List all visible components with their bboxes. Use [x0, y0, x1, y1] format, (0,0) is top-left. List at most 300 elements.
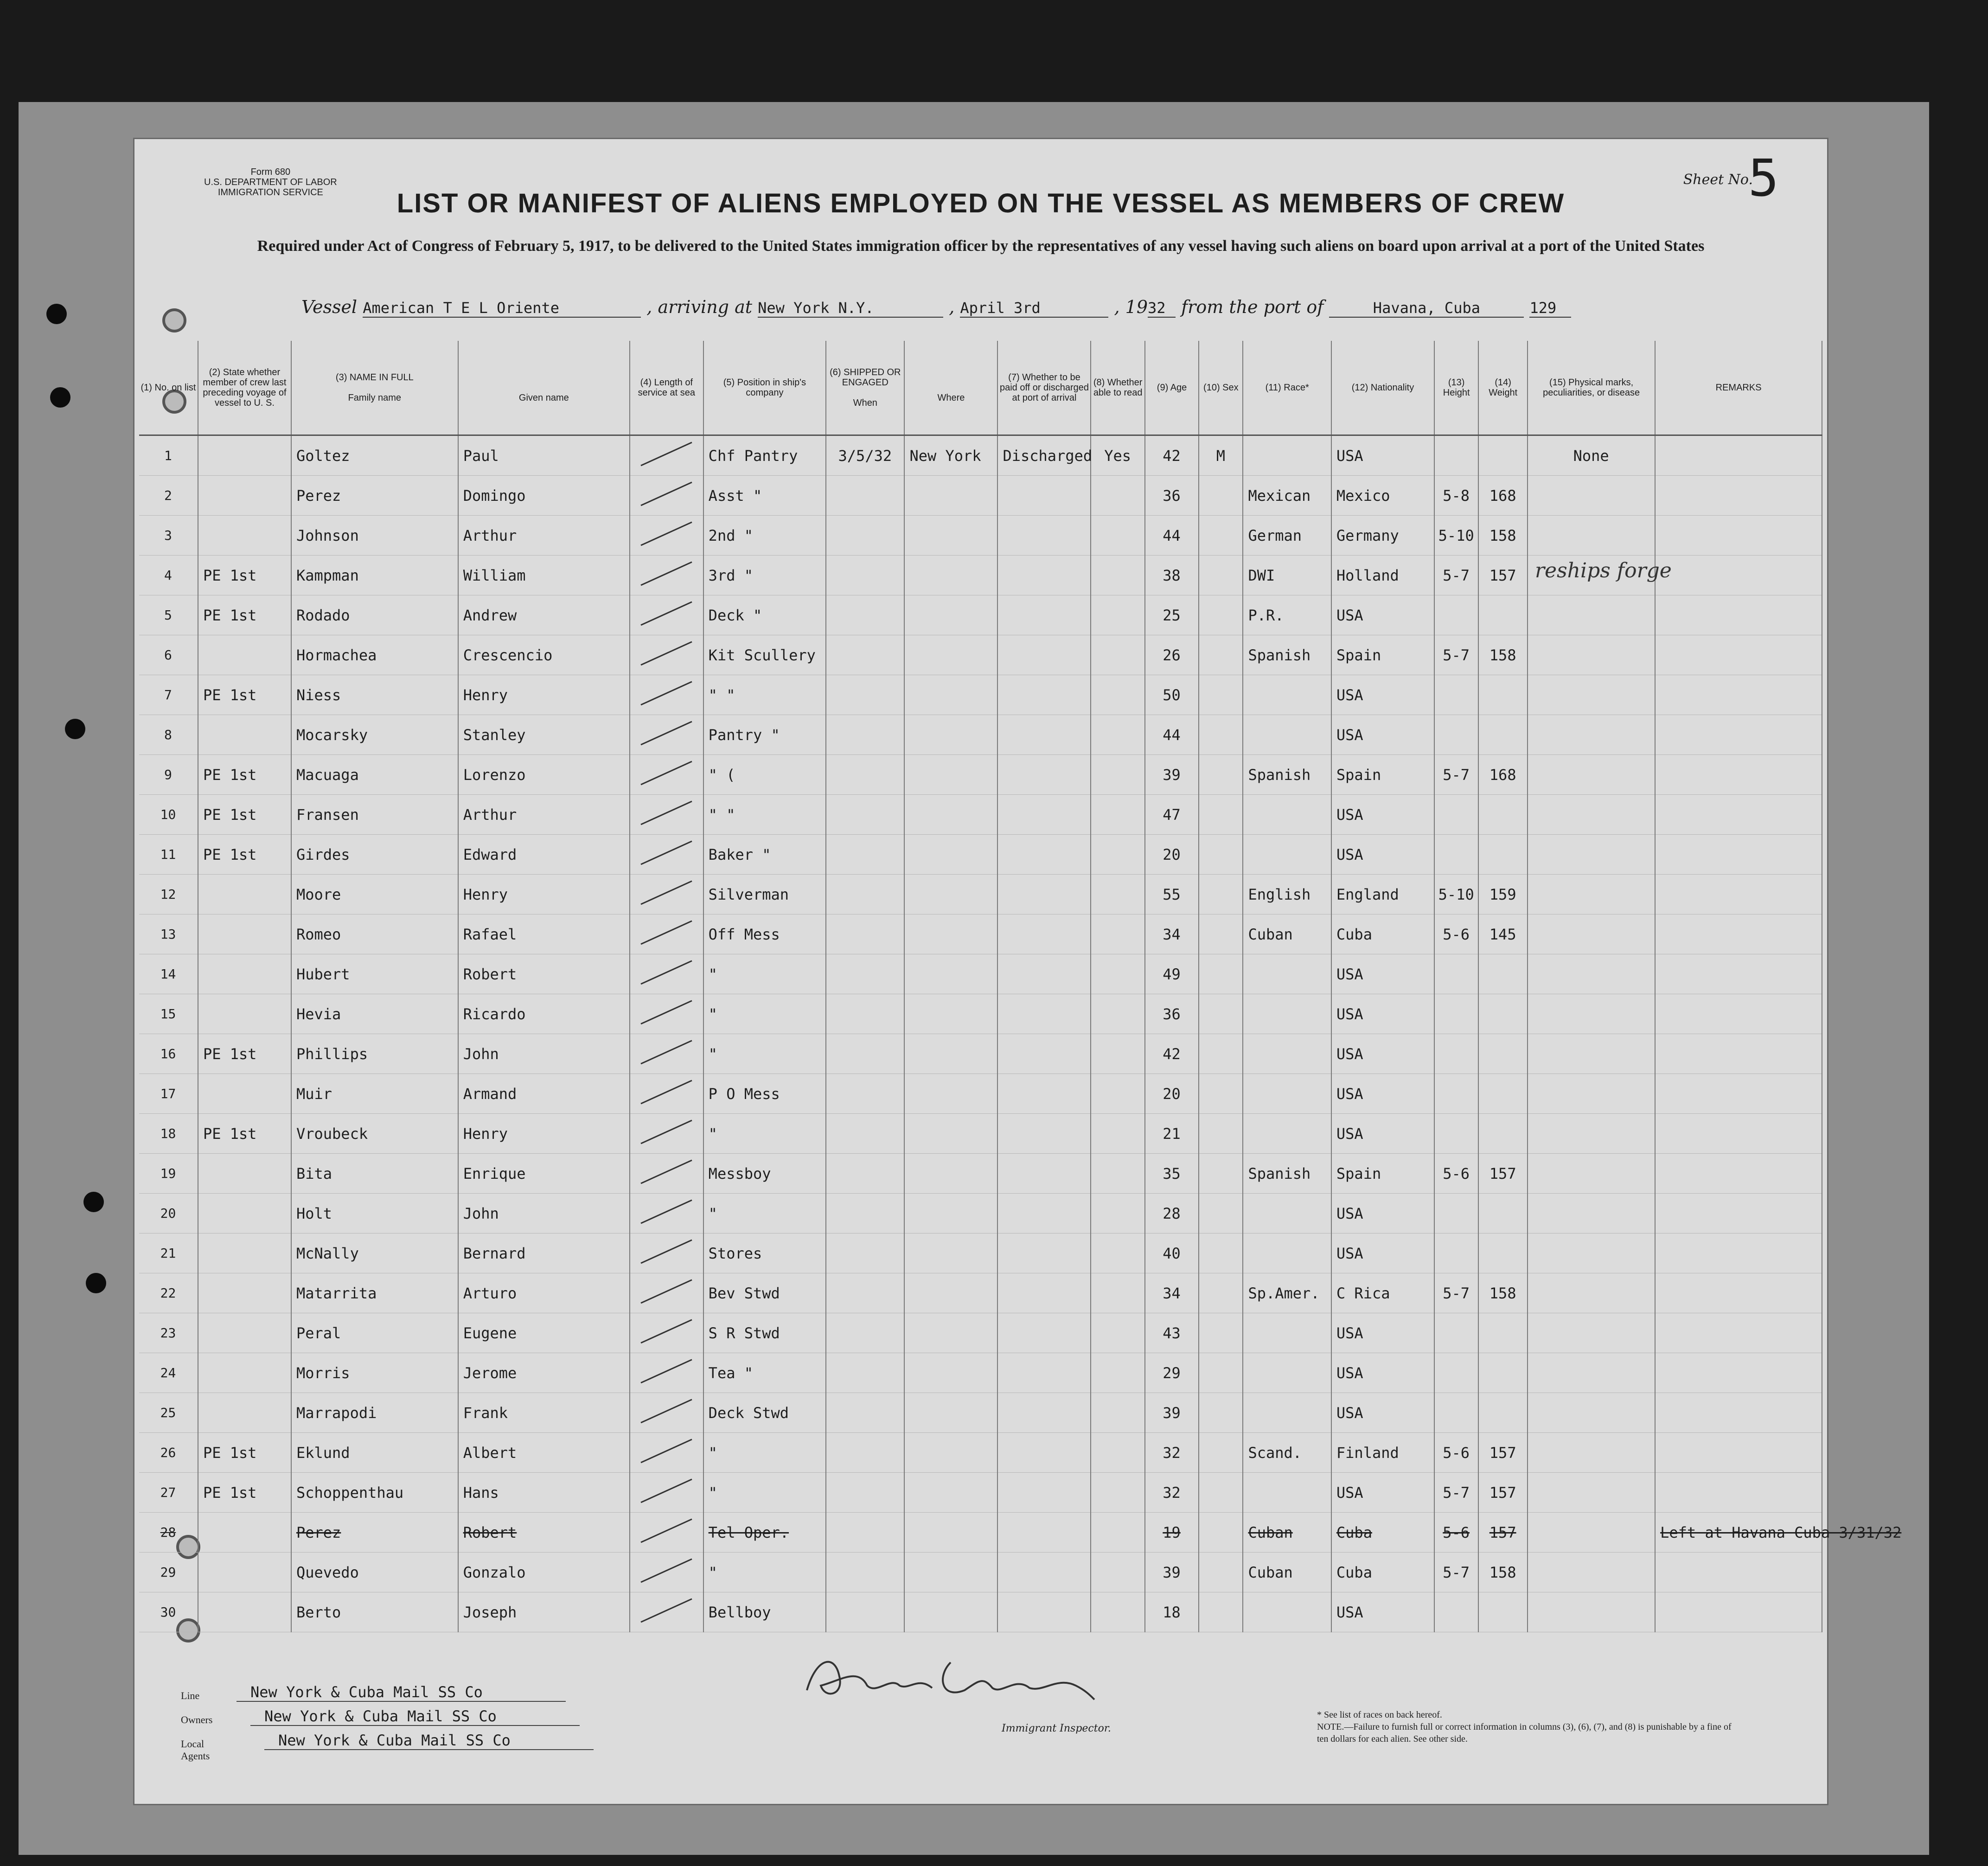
race-cell: Spanish — [1243, 755, 1331, 795]
age-cell: 32 — [1145, 1433, 1199, 1473]
sex-cell — [1199, 835, 1243, 875]
position-cell: Tel Oper. — [703, 1513, 826, 1553]
arrival-date: April 3rd — [960, 299, 1108, 318]
sex-cell: M — [1199, 435, 1243, 476]
remarks-cell — [1655, 875, 1822, 914]
service-mark — [630, 1233, 703, 1273]
sex-cell — [1199, 476, 1243, 516]
given-name: Enrique — [458, 1154, 630, 1194]
service-mark — [630, 1114, 703, 1154]
departure-port: Havana, Cuba — [1329, 299, 1524, 318]
when-cell — [826, 715, 904, 755]
remarks-cell — [1655, 994, 1822, 1034]
race-cell: English — [1243, 875, 1331, 914]
col-no: (1) No. on list — [139, 341, 198, 435]
marks-cell — [1528, 1233, 1655, 1273]
nationality-cell: USA — [1331, 1393, 1434, 1433]
marks-cell — [1528, 1592, 1655, 1632]
given-name: Robert — [458, 954, 630, 994]
given-name: Albert — [458, 1433, 630, 1473]
position-cell: " — [703, 1034, 826, 1074]
table-row — [139, 1034, 1822, 1074]
given-name: Jerome — [458, 1353, 630, 1393]
read-cell — [1091, 994, 1144, 1034]
service-mark — [630, 1592, 703, 1632]
row-number: 14 — [139, 954, 198, 994]
sex-cell — [1199, 1034, 1243, 1074]
position-cell: " — [703, 1433, 826, 1473]
given-name: Crescencio — [458, 635, 630, 675]
read-cell — [1091, 1154, 1144, 1194]
arrival-year: 32 — [1148, 299, 1176, 318]
row-number: 15 — [139, 994, 198, 1034]
row-number: 1 — [139, 435, 198, 476]
paid-off-cell — [997, 875, 1091, 914]
service-mark — [630, 595, 703, 635]
remarks-cell — [1655, 476, 1822, 516]
family-name: McNally — [291, 1233, 458, 1273]
agents-label: Local Agents — [181, 1738, 210, 1762]
when-cell — [826, 1353, 904, 1393]
nationality-cell: USA — [1331, 1233, 1434, 1273]
position-cell: " — [703, 1473, 826, 1513]
where-cell — [904, 1353, 997, 1393]
table-row — [139, 1194, 1822, 1233]
position-cell: P O Mess — [703, 1074, 826, 1114]
marks-cell — [1528, 1513, 1655, 1553]
table-row — [139, 595, 1822, 635]
remarks-cell — [1655, 755, 1822, 795]
where-cell — [904, 1233, 997, 1273]
remarks-cell — [1655, 1154, 1822, 1194]
family-name: Moore — [291, 875, 458, 914]
col-state: (2) State whether member of crew last preceding voyage of vessel to U. S. — [198, 341, 291, 435]
service-mark — [630, 635, 703, 675]
height-cell: 5-10 — [1434, 875, 1478, 914]
family-name: Johnson — [291, 516, 458, 556]
height-cell: 5-7 — [1434, 556, 1478, 595]
weight-cell: 158 — [1478, 516, 1528, 556]
weight-cell — [1478, 1313, 1528, 1353]
paid-off-cell — [997, 914, 1091, 954]
height-cell — [1434, 994, 1478, 1034]
state-cell — [198, 914, 291, 954]
race-cell: P.R. — [1243, 595, 1331, 635]
read-cell — [1091, 835, 1144, 875]
when-cell — [826, 1433, 904, 1473]
given-name: John — [458, 1194, 630, 1233]
remarks-cell — [1655, 1034, 1822, 1074]
weight-cell — [1478, 675, 1528, 715]
nationality-cell: Cuba — [1331, 1553, 1434, 1592]
service-mark — [630, 476, 703, 516]
row-number: 29 — [139, 1553, 198, 1592]
row-number: 28 — [139, 1513, 198, 1553]
family-name: Eklund — [291, 1433, 458, 1473]
sex-cell — [1199, 595, 1243, 635]
age-cell: 19 — [1145, 1513, 1199, 1553]
col-service: (4) Length of service at sea — [630, 341, 703, 435]
read-cell — [1091, 635, 1144, 675]
table-row — [139, 1353, 1822, 1393]
paid-off-cell — [997, 755, 1091, 795]
race-cell: DWI — [1243, 556, 1331, 595]
service-mark — [630, 954, 703, 994]
weight-cell — [1478, 1592, 1528, 1632]
row-number: 2 — [139, 476, 198, 516]
nationality-cell: Holland — [1331, 556, 1434, 595]
read-cell — [1091, 755, 1144, 795]
sex-cell — [1199, 1313, 1243, 1353]
given-name: Hans — [458, 1473, 630, 1513]
service-mark — [630, 1034, 703, 1074]
position-cell: " ( — [703, 755, 826, 795]
family-name: Holt — [291, 1194, 458, 1233]
sheet-number-value: 5 — [1748, 148, 1779, 208]
inspector-label: Immigrant Inspector. — [1002, 1723, 1111, 1734]
state-cell — [198, 476, 291, 516]
service-mark — [630, 795, 703, 835]
given-name: Bernard — [458, 1233, 630, 1273]
row-number: 16 — [139, 1034, 198, 1074]
where-cell — [904, 795, 997, 835]
where-cell — [904, 755, 997, 795]
weight-cell: 168 — [1478, 755, 1528, 795]
race-cell — [1243, 1393, 1331, 1433]
nationality-cell: USA — [1331, 835, 1434, 875]
read-cell — [1091, 1553, 1144, 1592]
state-cell — [198, 1353, 291, 1393]
remarks-cell — [1655, 1553, 1822, 1592]
vessel-label: Vessel — [301, 297, 358, 317]
table-row — [139, 635, 1822, 675]
table-row — [139, 1433, 1822, 1473]
sex-cell — [1199, 1353, 1243, 1393]
marks-cell — [1528, 994, 1655, 1034]
state-cell — [198, 715, 291, 755]
height-cell: 5-7 — [1434, 1473, 1478, 1513]
row-number: 21 — [139, 1233, 198, 1273]
table-row — [139, 675, 1822, 715]
given-name: Arthur — [458, 516, 630, 556]
state-cell — [198, 1233, 291, 1273]
weight-cell: 157 — [1478, 556, 1528, 595]
race-cell — [1243, 1313, 1331, 1353]
when-cell — [826, 635, 904, 675]
marks-cell — [1528, 875, 1655, 914]
paid-off-cell — [997, 1473, 1091, 1513]
col-age: (9) Age — [1145, 341, 1199, 435]
position-cell: Deck Stwd — [703, 1393, 826, 1433]
sheet-number — [1683, 148, 1779, 208]
age-cell: 36 — [1145, 476, 1199, 516]
binder-hole — [83, 1192, 104, 1212]
remarks-cell — [1655, 1433, 1822, 1473]
age-cell: 42 — [1145, 1034, 1199, 1074]
age-cell: 21 — [1145, 1114, 1199, 1154]
weight-cell — [1478, 435, 1528, 476]
table-row — [139, 795, 1822, 835]
paid-off-cell — [997, 1194, 1091, 1233]
service-mark — [630, 1473, 703, 1513]
nationality-cell: Finland — [1331, 1433, 1434, 1473]
race-cell — [1243, 795, 1331, 835]
race-cell — [1243, 1074, 1331, 1114]
sex-cell — [1199, 1393, 1243, 1433]
age-cell: 34 — [1145, 914, 1199, 954]
col-family-label: Family name — [348, 393, 402, 403]
table-row — [139, 435, 1822, 476]
service-mark — [630, 1154, 703, 1194]
service-mark — [630, 1074, 703, 1114]
height-cell: 5-7 — [1434, 755, 1478, 795]
paid-off-cell — [997, 476, 1091, 516]
owners-value: New York & Cuba Mail SS Co — [250, 1707, 580, 1726]
given-name: Stanley — [458, 715, 630, 755]
height-cell — [1434, 1313, 1478, 1353]
table-row — [139, 1313, 1822, 1353]
sex-cell — [1199, 875, 1243, 914]
where-cell — [904, 1194, 997, 1233]
age-cell: 20 — [1145, 835, 1199, 875]
weight-cell: 158 — [1478, 1553, 1528, 1592]
state-cell: PE 1st — [198, 595, 291, 635]
race-cell — [1243, 1473, 1331, 1513]
height-cell — [1434, 1393, 1478, 1433]
marks-cell — [1528, 476, 1655, 516]
family-name: Muir — [291, 1074, 458, 1114]
sheet-label: Sheet No. — [1683, 172, 1753, 188]
weight-cell: 159 — [1478, 875, 1528, 914]
line-label: Line — [181, 1690, 200, 1701]
service-mark — [630, 1513, 703, 1553]
age-cell: 44 — [1145, 715, 1199, 755]
handwritten-note: reships forge — [1535, 559, 1672, 582]
page-subtitle: Required under Act of Congress of February 5, 1917, to be delivered to the United States immigration officer by the representatives of any vessel having such aliens on board upon arrival at a port of the United States — [257, 237, 1705, 255]
height-cell — [1434, 1074, 1478, 1114]
binder-hole — [50, 387, 70, 408]
family-name: Morris — [291, 1353, 458, 1393]
read-cell — [1091, 1433, 1144, 1473]
weight-cell: 158 — [1478, 1273, 1528, 1313]
crew-rows — [139, 435, 1902, 1632]
when-cell — [826, 1393, 904, 1433]
state-cell — [198, 1313, 291, 1353]
state-cell — [198, 516, 291, 556]
family-name: Kampman — [291, 556, 458, 595]
when-cell — [826, 476, 904, 516]
race-cell — [1243, 954, 1331, 994]
service-mark — [630, 1433, 703, 1473]
height-cell: 5-7 — [1434, 635, 1478, 675]
state-cell: PE 1st — [198, 1034, 291, 1074]
family-name: Goltez — [291, 435, 458, 476]
table-row — [139, 1273, 1822, 1313]
marks-cell — [1528, 1473, 1655, 1513]
marks-cell — [1528, 795, 1655, 835]
sex-cell — [1199, 1233, 1243, 1273]
state-cell — [198, 875, 291, 914]
table-row — [139, 755, 1822, 795]
race-cell — [1243, 1114, 1331, 1154]
sex-cell — [1199, 954, 1243, 994]
family-name: Bita — [291, 1154, 458, 1194]
where-cell — [904, 835, 997, 875]
race-cell: Cuban — [1243, 1513, 1331, 1553]
family-name: Mocarsky — [291, 715, 458, 755]
when-cell — [826, 1313, 904, 1353]
table-row — [139, 954, 1822, 994]
marks-cell — [1528, 1273, 1655, 1313]
sex-cell — [1199, 1114, 1243, 1154]
state-cell: PE 1st — [198, 675, 291, 715]
state-cell: PE 1st — [198, 1114, 291, 1154]
punch-ring — [162, 308, 186, 332]
arriving-label: , arriving at — [646, 297, 753, 317]
remarks-cell — [1655, 715, 1822, 755]
nationality-cell: USA — [1331, 954, 1434, 994]
weight-cell — [1478, 1353, 1528, 1393]
col-remarks: REMARKS — [1655, 341, 1822, 435]
read-cell: Yes — [1091, 435, 1144, 476]
given-name: Robert — [458, 1513, 630, 1553]
height-cell — [1434, 1353, 1478, 1393]
service-mark — [630, 715, 703, 755]
nationality-cell: USA — [1331, 1473, 1434, 1513]
row-number: 27 — [139, 1473, 198, 1513]
age-cell: 39 — [1145, 1393, 1199, 1433]
service-mark — [630, 1553, 703, 1592]
service-mark — [630, 875, 703, 914]
when-cell — [826, 1114, 904, 1154]
height-cell — [1434, 715, 1478, 755]
paid-off-cell — [997, 1154, 1091, 1194]
read-cell — [1091, 516, 1144, 556]
col-height: (13) Height — [1434, 341, 1478, 435]
remarks-cell — [1655, 835, 1822, 875]
race-cell — [1243, 994, 1331, 1034]
where-cell — [904, 675, 997, 715]
row-number: 18 — [139, 1114, 198, 1154]
service-mark — [630, 755, 703, 795]
table-row — [139, 715, 1822, 755]
when-cell — [826, 595, 904, 635]
nationality-cell: USA — [1331, 435, 1434, 476]
remarks-cell — [1655, 635, 1822, 675]
family-name: Quevedo — [291, 1553, 458, 1592]
remarks-cell — [1655, 954, 1822, 994]
marks-cell — [1528, 1393, 1655, 1433]
nationality-cell: USA — [1331, 1313, 1434, 1353]
service-mark — [630, 914, 703, 954]
state-cell — [198, 1273, 291, 1313]
sex-cell — [1199, 516, 1243, 556]
state-cell: PE 1st — [198, 1433, 291, 1473]
sex-cell — [1199, 715, 1243, 755]
age-cell: 18 — [1145, 1592, 1199, 1632]
service-mark — [630, 516, 703, 556]
table-row — [139, 1074, 1822, 1114]
height-cell — [1434, 595, 1478, 635]
position-cell: Chf Pantry — [703, 435, 826, 476]
weight-cell: 158 — [1478, 635, 1528, 675]
row-number: 6 — [139, 635, 198, 675]
state-cell: PE 1st — [198, 835, 291, 875]
read-cell — [1091, 476, 1144, 516]
sex-cell — [1199, 1433, 1243, 1473]
weight-cell — [1478, 1233, 1528, 1273]
age-cell: 20 — [1145, 1074, 1199, 1114]
col-race: (11) Race* — [1243, 341, 1331, 435]
height-cell — [1434, 1114, 1478, 1154]
table-row — [139, 914, 1822, 954]
read-cell — [1091, 1513, 1144, 1553]
row-number: 24 — [139, 1353, 198, 1393]
nationality-cell: Germany — [1331, 516, 1434, 556]
when-cell — [826, 875, 904, 914]
age-cell: 32 — [1145, 1473, 1199, 1513]
nationality-cell: USA — [1331, 994, 1434, 1034]
paid-off-cell — [997, 516, 1091, 556]
race-cell — [1243, 1034, 1331, 1074]
service-mark — [630, 1393, 703, 1433]
race-cell — [1243, 715, 1331, 755]
row-number: 13 — [139, 914, 198, 954]
state-cell: PE 1st — [198, 556, 291, 595]
age-cell: 42 — [1145, 435, 1199, 476]
col-paid-off: (7) Whether to be paid off or discharged at port of arrival — [997, 341, 1091, 435]
remarks-cell — [1655, 556, 1822, 595]
table-row — [139, 875, 1822, 914]
remarks-cell — [1655, 1074, 1822, 1114]
remarks-cell — [1655, 1473, 1822, 1513]
position-cell: Kit Scullery — [703, 635, 826, 675]
where-cell — [904, 1592, 997, 1632]
nationality-cell: USA — [1331, 795, 1434, 835]
where-cell — [904, 914, 997, 954]
row-number: 3 — [139, 516, 198, 556]
read-cell — [1091, 1114, 1144, 1154]
marks-cell — [1528, 635, 1655, 675]
col-name-group: (3) NAME IN FULL — [335, 372, 414, 383]
paid-off-cell — [997, 1034, 1091, 1074]
state-cell — [198, 1592, 291, 1632]
race-cell: Sp.Amer. — [1243, 1273, 1331, 1313]
where-cell — [904, 1473, 997, 1513]
given-name: Henry — [458, 675, 630, 715]
marks-cell — [1528, 1034, 1655, 1074]
col-shipped-group: (6) SHIPPED OR ENGAGED — [830, 367, 901, 388]
weight-cell: 157 — [1478, 1154, 1528, 1194]
position-cell: " — [703, 1553, 826, 1592]
family-name: Fransen — [291, 795, 458, 835]
sex-cell — [1199, 994, 1243, 1034]
race-cell: Spanish — [1243, 1154, 1331, 1194]
service-mark — [630, 675, 703, 715]
when-cell — [826, 1233, 904, 1273]
table-row — [139, 476, 1822, 516]
family-name: Berto — [291, 1592, 458, 1632]
height-cell: 5-8 — [1434, 476, 1478, 516]
position-cell: 3rd " — [703, 556, 826, 595]
paid-off-cell — [997, 1114, 1091, 1154]
position-cell: Messboy — [703, 1154, 826, 1194]
read-cell — [1091, 715, 1144, 755]
marks-cell: None — [1528, 435, 1655, 476]
nationality-cell: Cuba — [1331, 1513, 1434, 1553]
from-port-label: from the port of — [1181, 297, 1324, 317]
position-cell: " — [703, 954, 826, 994]
